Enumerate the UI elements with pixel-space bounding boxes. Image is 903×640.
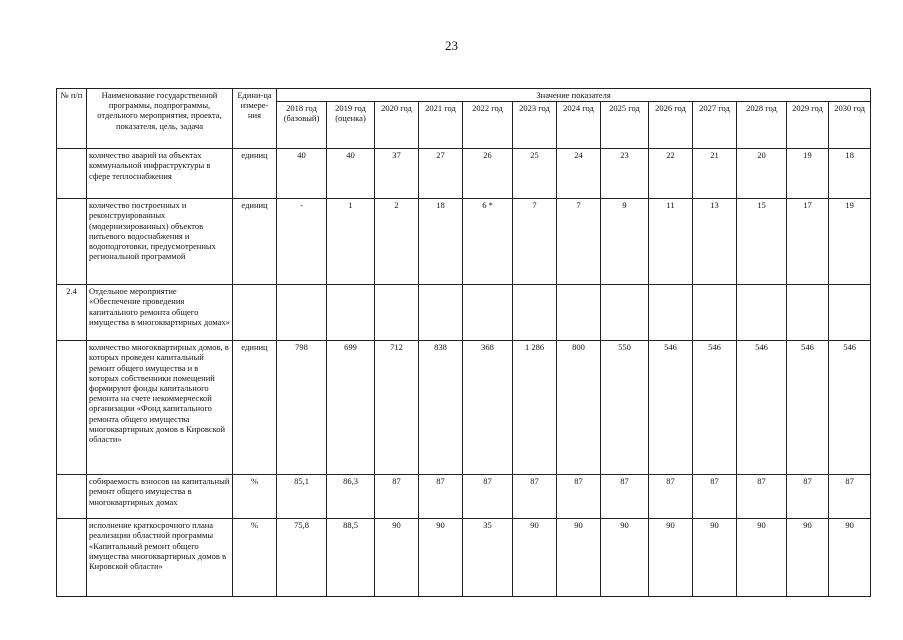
value-cell: 35 xyxy=(463,519,513,597)
value-cell: 37 xyxy=(375,149,419,199)
value-cell: 90 xyxy=(787,519,829,597)
table-row xyxy=(57,199,871,285)
value-cell: 25 xyxy=(513,149,557,199)
col-header-year: 2024 год xyxy=(557,102,601,149)
value-cell: 90 xyxy=(829,519,871,597)
value-cell xyxy=(649,285,693,341)
col-header-year: 2022 год xyxy=(463,102,513,149)
value-cell: 24 xyxy=(557,149,601,199)
value-cell: 11 xyxy=(649,199,693,285)
value-cell: 40 xyxy=(277,149,327,199)
unit-cell: единиц xyxy=(233,199,277,285)
value-cell: 90 xyxy=(601,519,649,597)
value-cell: 21 xyxy=(693,149,737,199)
col-header-unit: Едини-ца измере-ния xyxy=(233,89,277,149)
value-cell xyxy=(737,285,787,341)
col-header-num: № п/п xyxy=(57,89,87,149)
value-cell xyxy=(463,285,513,341)
col-header-year: 2019 год (оценка) xyxy=(327,102,375,149)
value-cell: 90 xyxy=(513,519,557,597)
value-cell: 546 xyxy=(829,341,871,475)
row-number-cell xyxy=(57,519,87,597)
value-cell: 18 xyxy=(419,199,463,285)
row-number-cell xyxy=(57,341,87,475)
page-number: 23 xyxy=(445,38,458,53)
value-cell: 87 xyxy=(737,475,787,519)
col-header-year: 2018 год (базовый) xyxy=(277,102,327,149)
value-cell: 90 xyxy=(737,519,787,597)
value-cell: 86,3 xyxy=(327,475,375,519)
table-row xyxy=(57,285,871,341)
value-cell: - xyxy=(277,199,327,285)
value-cell xyxy=(419,285,463,341)
value-cell: 546 xyxy=(693,341,737,475)
value-cell xyxy=(277,285,327,341)
table-row xyxy=(57,519,871,597)
value-cell: 7 xyxy=(513,199,557,285)
row-number-cell: 2.4 xyxy=(57,285,87,341)
col-header-year: 2026 год xyxy=(649,102,693,149)
col-header-values-title: Значение показателя xyxy=(277,89,871,102)
col-header-name: Наименование государственной программы, подпрограммы, отдельного мероприятия, проекта, показателя, цель, задача xyxy=(87,89,233,149)
value-cell: 90 xyxy=(419,519,463,597)
indicator-name-cell: собираемость взносов на капитальный ремонт общего имущества в многоквартирных домах xyxy=(87,475,233,519)
value-cell xyxy=(601,285,649,341)
value-cell: 550 xyxy=(601,341,649,475)
value-cell: 40 xyxy=(327,149,375,199)
col-header-year: 2021 год xyxy=(419,102,463,149)
value-cell xyxy=(513,285,557,341)
value-cell xyxy=(557,285,601,341)
value-cell: 1 286 xyxy=(513,341,557,475)
col-header-year: 2023 год xyxy=(513,102,557,149)
value-cell: 87 xyxy=(693,475,737,519)
value-cell: 546 xyxy=(787,341,829,475)
row-number-cell xyxy=(57,475,87,519)
value-cell: 90 xyxy=(649,519,693,597)
value-cell: 88,5 xyxy=(327,519,375,597)
value-cell: 87 xyxy=(419,475,463,519)
table-body xyxy=(57,149,871,597)
unit-cell xyxy=(233,285,277,341)
value-cell: 699 xyxy=(327,341,375,475)
indicator-name-cell: Отдельное мероприятие «Обеспечение проведения капитального ремонта общего имущества в многоквартирных домах» xyxy=(87,285,233,341)
value-cell: 838 xyxy=(419,341,463,475)
value-cell: 90 xyxy=(693,519,737,597)
value-cell: 26 xyxy=(463,149,513,199)
col-header-year: 2028 год xyxy=(737,102,787,149)
header-row-top xyxy=(57,89,871,102)
table-row xyxy=(57,149,871,199)
value-cell: 1 xyxy=(327,199,375,285)
value-cell: 368 xyxy=(463,341,513,475)
value-cell: 798 xyxy=(277,341,327,475)
table-row xyxy=(57,341,871,475)
value-cell: 87 xyxy=(601,475,649,519)
value-cell xyxy=(693,285,737,341)
value-cell: 9 xyxy=(601,199,649,285)
value-cell: 20 xyxy=(737,149,787,199)
value-cell xyxy=(787,285,829,341)
row-number-cell xyxy=(57,199,87,285)
value-cell: 2 xyxy=(375,199,419,285)
value-cell: 800 xyxy=(557,341,601,475)
indicator-name-cell: количество аварий на объектах коммунальной инфраструктуры в сфере теплоснабжения xyxy=(87,149,233,199)
value-cell xyxy=(327,285,375,341)
unit-cell: единиц xyxy=(233,149,277,199)
value-cell: 712 xyxy=(375,341,419,475)
value-cell: 546 xyxy=(737,341,787,475)
col-header-year: 2029 год xyxy=(787,102,829,149)
value-cell: 87 xyxy=(463,475,513,519)
value-cell: 6 * xyxy=(463,199,513,285)
col-header-year: 2025 год xyxy=(601,102,649,149)
unit-cell: единиц xyxy=(233,341,277,475)
value-cell: 7 xyxy=(557,199,601,285)
value-cell: 546 xyxy=(649,341,693,475)
indicator-name-cell: исполнение краткосрочного плана реализации областной программы «Капитальный ремонт общего имущества многоквартирных домов в Кировской области» xyxy=(87,519,233,597)
value-cell: 18 xyxy=(829,149,871,199)
unit-cell: % xyxy=(233,475,277,519)
indicator-table xyxy=(56,88,871,597)
value-cell: 87 xyxy=(649,475,693,519)
value-cell xyxy=(829,285,871,341)
value-cell: 87 xyxy=(829,475,871,519)
value-cell: 90 xyxy=(557,519,601,597)
indicator-name-cell: количество многоквартирных домов, в которых проведен капитальный ремонт общего имущества и в которых собственники помещений формируют фонды капитального ремонта на счете некоммерческой организации «Фонд капитального ремонта общего имущества многоквартирных домов в Кировской области» xyxy=(87,341,233,475)
unit-cell: % xyxy=(233,519,277,597)
value-cell: 87 xyxy=(513,475,557,519)
value-cell: 22 xyxy=(649,149,693,199)
value-cell: 27 xyxy=(419,149,463,199)
indicator-name-cell: количество построенных и реконструированных (модернизированных) объектов питьевого водоснабжения и водоподготовки, предусмотренных региональной программой xyxy=(87,199,233,285)
value-cell: 75,8 xyxy=(277,519,327,597)
row-number-cell xyxy=(57,149,87,199)
value-cell: 19 xyxy=(829,199,871,285)
value-cell: 17 xyxy=(787,199,829,285)
value-cell: 90 xyxy=(375,519,419,597)
table-row xyxy=(57,475,871,519)
col-header-year: 2030 год xyxy=(829,102,871,149)
value-cell: 85,1 xyxy=(277,475,327,519)
value-cell xyxy=(375,285,419,341)
value-cell: 87 xyxy=(375,475,419,519)
value-cell: 15 xyxy=(737,199,787,285)
value-cell: 19 xyxy=(787,149,829,199)
value-cell: 13 xyxy=(693,199,737,285)
value-cell: 23 xyxy=(601,149,649,199)
col-header-year: 2020 год xyxy=(375,102,419,149)
col-header-year: 2027 год xyxy=(693,102,737,149)
value-cell: 87 xyxy=(787,475,829,519)
value-cell: 87 xyxy=(557,475,601,519)
